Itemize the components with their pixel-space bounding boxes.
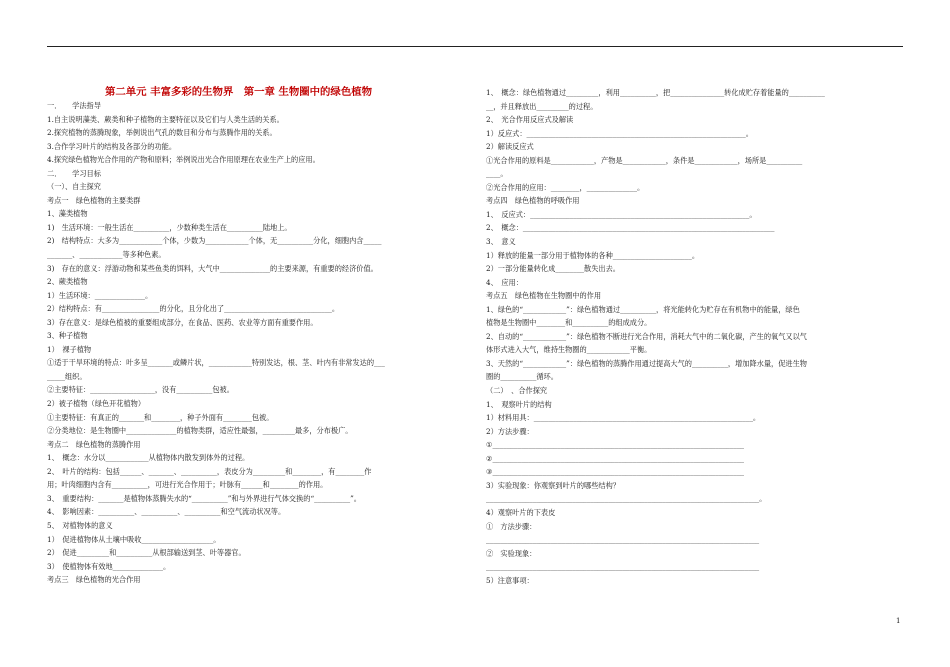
text-line: ①适于干旱环境的特点：叶多呈_______或鳞片状，____________特别发达，根、茎、叶内有非常发达的___ (47, 358, 385, 368)
text-line: 3）实验现象：你观察到叶片的哪些结构？ (486, 480, 620, 490)
text-line: （二） 、合作探究 (486, 386, 548, 396)
right-column (486, 86, 906, 587)
text-line: ② 实验现象： (486, 548, 537, 558)
text-line: 3、天然的“____________”：绿色植物的蒸腾作用通过提高大气的__________，增加降水量，促进生物 (486, 358, 807, 368)
text-line: 4.探究绿色植物光合作用的产物和原料；举例说出光合作用原理在农业生产上的应用。 (47, 155, 320, 165)
text-line: 考点五 绿色植物在生物圈中的作用 (486, 291, 602, 301)
text-line: 2、 叶片的结构：包括______、_______、__________，表皮分为_________和________，有________作 (47, 466, 372, 476)
text-line: 2）被子植物（绿色开花植物） (47, 399, 146, 409)
text-line: 3、种子植物 (47, 331, 88, 341)
text-line: 一． 学法指导 (47, 101, 101, 110)
text-line: 考点一 绿色植物的主要类群 (47, 195, 141, 205)
text-line: 2）结构特点：有________________的分化，且分化出了______________________________。 (47, 304, 340, 314)
text-line: （一）、自主探究 (47, 182, 101, 192)
text-line: ③______________________________________________________________________ (486, 467, 745, 477)
text-line: 圈的__________循环。 (486, 372, 558, 382)
text-line: 用；叶肉细胞内含有__________，可进行光合作用于；叶脉有______和________的作用。 (47, 480, 328, 490)
text-line: 1、 概念：绿色植物通过_________，利用__________，把_______________转化成贮存着能量的__________ (486, 88, 825, 97)
text-line: 2、自动的“____________”：绿色植物不断进行光合作用，消耗大气中的二氧化碳，产生的氧气又以气 (486, 331, 807, 341)
text-line: 2）一部分能量转化成________散失出去。 (486, 264, 620, 274)
text-line: 3） 使植物体有效地______________。 (47, 561, 171, 571)
text-line: 1） 裸子植物 (47, 344, 92, 354)
text-line: ②分类地位：是生物圈中______________的植物类群，适应性最强，_________最多，分布极广。 (47, 426, 353, 436)
text-line: 3) 存在的意义：浮游动物和某些鱼类的饵料，大气中______________的主要来源，有重要的经济价值。 (47, 263, 378, 273)
text-line: 1、 概念：水分以____________从植物体内散发到体外的过程。 (47, 453, 250, 463)
text-line: 考点二 绿色植物的蒸腾作用 (47, 439, 141, 449)
text-line: ____________________________________________________________________________ (486, 535, 760, 545)
text-line: 1、藻类植物 (47, 209, 88, 219)
text-line: 1、 反应式：_____________________________________________________________。 (486, 209, 757, 219)
text-line: 1) 生活环境：一般生活在__________，少数种类生活在__________陆地上。 (47, 222, 292, 232)
text-line: ②______________________________________________________________________ (486, 453, 745, 463)
text-line: _____组织。 (47, 371, 87, 381)
text-line: ②光合作用的应用：________，______________。 (486, 182, 645, 192)
text-line: 1）释放的能量一部分用于植物体的各种______________________。 (486, 250, 700, 260)
text-line: 4、 影响因素：__________、__________、__________和空气流动状况等。 (47, 507, 286, 517)
text-line: 2.探究植物的蒸腾现象，举例说出气孔的数目和分布与蒸腾作用的关系。 (47, 128, 277, 138)
text-line: 3、 意义 (486, 237, 516, 247)
text-line: ①主要特征：有真正的_______和________，种子外面有________包被。 (47, 412, 274, 422)
text-line: 2、 概念：______________________________________________________________________ (486, 223, 775, 233)
text-line: 1.自主说明藻类、蕨类和种子植物的主要特征以及它们与人类生活的关系。 (47, 114, 284, 124)
page-number: 1 (896, 617, 901, 625)
text-line: 2) 结构特点：大多为____________个体，少数为____________个体，无__________分化，细胞内含_____ (47, 236, 382, 246)
text-line: 1）反应式：_____________________________________________________________。 (486, 128, 753, 138)
text-line: 2） 促进_________和__________从根部输送到茎、叶等器官。 (47, 548, 246, 558)
text-line: 3）存在意义：是绿色植被的重要组成部分，在食品、医药、农业等方面有重要作用。 (47, 317, 318, 327)
text-line: ①______________________________________________________________________ (486, 440, 745, 450)
text-line: ____________________________________________________________________________。 (486, 494, 767, 504)
text-line: ①光合作用的原料是____________，产物是____________，条件是____________，场所是__________ (486, 155, 803, 165)
text-line: 1、 观察叶片的结构 (486, 399, 552, 409)
text-line: 1）生活环境：______________。 (47, 290, 153, 300)
text-line: 4）观察叶片的下表皮 (486, 507, 556, 517)
text-line: 5）注意事项： (486, 575, 534, 585)
text-line: ____________________________________________________________________________ (486, 562, 760, 572)
text-line: 2）解读反应式 (486, 142, 534, 152)
text-line: 考点四 绿色植物的呼吸作用 (486, 196, 580, 206)
text-line: 体形式进入大气，维持生物圈的____________平衡。 (486, 345, 652, 355)
text-line: 1）材料用具：_____________________________________________________________。 (486, 413, 761, 423)
text-line: 2）方法步骤： (486, 426, 534, 436)
text-line: 4、 应用： (486, 277, 523, 287)
text-line: 3、 重要结构：_______是植物体蒸腾失水的“__________”和与外界进行气体交换的“__________”。 (47, 493, 361, 503)
text-line: 3.合作学习叶片的结构及各部分的功能。 (47, 141, 177, 151)
text-line: ____。 (486, 169, 508, 179)
left-column (47, 99, 472, 587)
page-title: 第二单元 丰富多彩的生物界 第一章 生物圈中的绿色植物 (105, 86, 372, 98)
text-line: 5、 对植物体的意义 (47, 520, 113, 530)
text-line: 2、蕨类植物 (47, 277, 88, 287)
text-line: _______、____________等多种色素。 (47, 250, 166, 260)
text-line: ②主要特征：__________________，没有__________包被。 (47, 385, 234, 395)
text-line: ① 方法步骤： (486, 521, 537, 531)
text-line: 2、 光合作用反应式及解读 (486, 115, 574, 125)
text-line: 1） 促进植物体从土壤中吸收____________________。 (47, 534, 221, 544)
text-line: 考点三 绿色植物的光合作用 (47, 575, 141, 585)
text-line: 植物是生物圈中________和__________的组成成分。 (486, 318, 652, 328)
text-line: 二． 学习目标 (47, 168, 101, 178)
text-line: 1、绿色的“____________”：绿色植物通过__________，将光能转化为贮存在有机物中的能量，绿色 (486, 304, 800, 314)
text-line: __，并且释放出_________的过程。 (486, 101, 598, 111)
header-rule (47, 46, 903, 47)
